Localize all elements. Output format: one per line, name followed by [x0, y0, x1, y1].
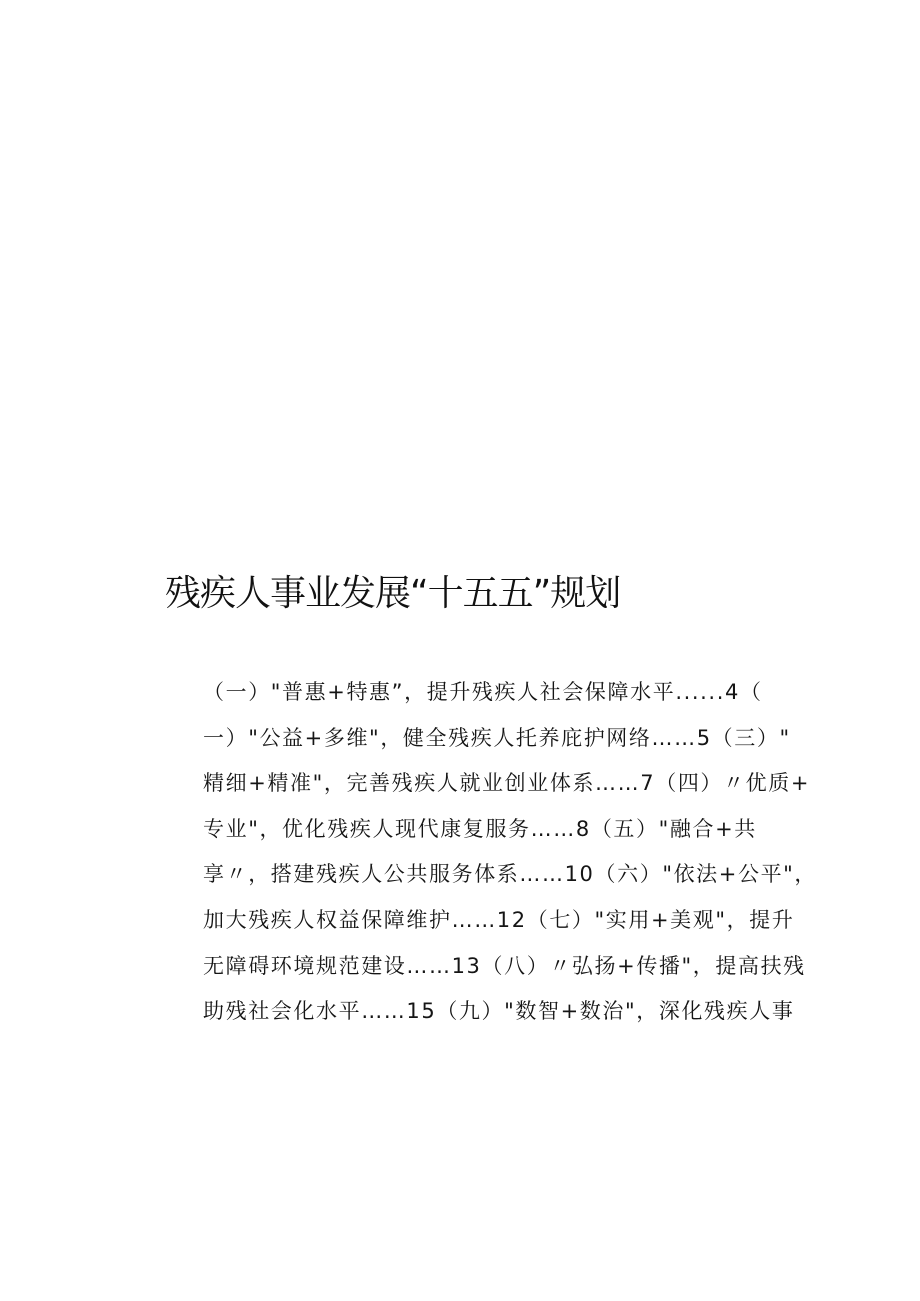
document-title: 残疾人事业发展“十五五”规划: [165, 573, 621, 614]
toc-line: 无障碍环境规范建设……13（八）〃弘扬+传播"，提高扶残: [203, 953, 806, 978]
table-of-contents: [203, 670, 818, 1035]
toc-line: 享〃，搭建残疾人公共服务体系……10（六）"依法+公平"，: [203, 862, 818, 887]
toc-line: （一）"普惠+特惠”，提升残疾人社会保障水平......4（: [203, 680, 763, 704]
toc-line: 精细+精准"，完善残疾人就业创业体系……7（四）〃优质+: [203, 771, 811, 796]
toc-line: 专业"，优化残疾人现代康复服务……8（五）"融合+共: [203, 816, 757, 841]
toc-line: 助残社会化水平……15（九）"数智+数治"，深化残疾人事: [203, 999, 795, 1024]
toc-line: 一）"公益+多维"，健全残疾人托养庇护网络……5（三）": [203, 725, 791, 750]
toc-line: 加大残疾人权益保障维护……12（七）"实用+美观"，提升: [203, 907, 795, 932]
